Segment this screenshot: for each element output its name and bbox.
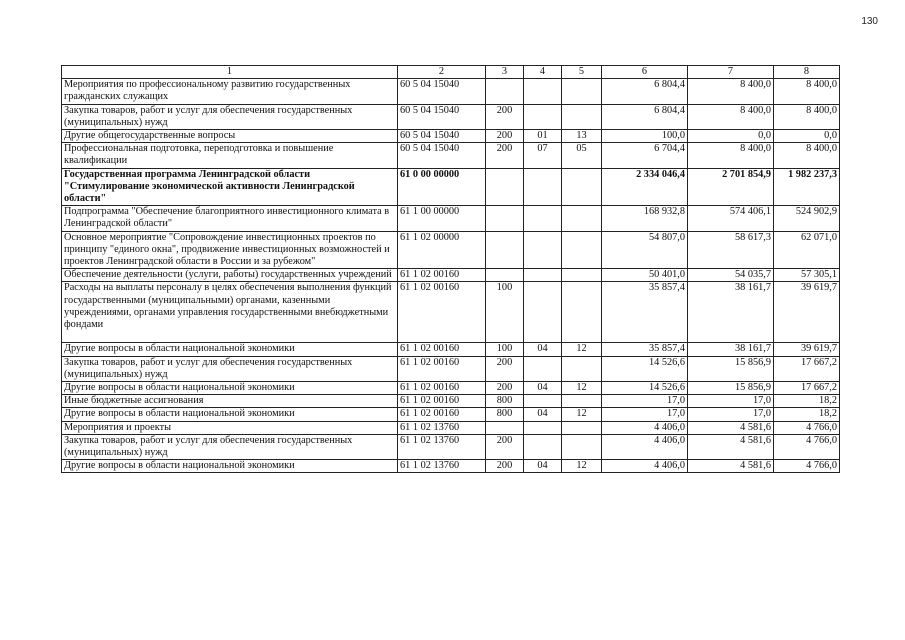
subsection-code — [562, 206, 602, 231]
row-name: Другие вопросы в области национальной экономики — [62, 460, 398, 473]
amount-year-1: 14 526,6 — [602, 382, 688, 395]
target-article-code: 61 1 02 00160 — [398, 356, 486, 381]
amount-year-1: 17,0 — [602, 395, 688, 408]
section-code — [524, 434, 562, 459]
amount-year-2: 4 581,6 — [688, 434, 774, 459]
target-article-code: 60 5 04 15040 — [398, 143, 486, 168]
subsection-code: 12 — [562, 460, 602, 473]
subsection-code: 12 — [562, 343, 602, 356]
amount-year-2: 4 581,6 — [688, 460, 774, 473]
amount-year-1: 50 401,0 — [602, 269, 688, 282]
amount-year-3: 1 982 237,3 — [774, 168, 840, 206]
table-row — [62, 206, 840, 231]
target-article-code: 61 1 02 00160 — [398, 269, 486, 282]
table-row — [62, 231, 840, 269]
row-name: Профессиональная подготовка, переподготовка и повышение квалификации — [62, 143, 398, 168]
amount-year-3: 8 400,0 — [774, 143, 840, 168]
column-number-row — [62, 66, 840, 79]
section-code — [524, 79, 562, 104]
table-row — [62, 269, 840, 282]
subsection-code: 12 — [562, 408, 602, 421]
amount-year-1: 6 704,4 — [602, 143, 688, 168]
table-row — [62, 104, 840, 129]
subsection-code — [562, 356, 602, 381]
target-article-code: 61 1 02 00160 — [398, 395, 486, 408]
row-name: Другие вопросы в области национальной экономики — [62, 382, 398, 395]
expense-type-code — [486, 269, 524, 282]
target-article-code: 61 1 02 00160 — [398, 343, 486, 356]
expense-type-code — [486, 168, 524, 206]
subsection-code — [562, 395, 602, 408]
expense-type-code: 200 — [486, 143, 524, 168]
expense-type-code: 800 — [486, 408, 524, 421]
row-name: Обеспечение деятельности (услуги, работы) государственных учреждений — [62, 269, 398, 282]
section-code — [524, 206, 562, 231]
amount-year-1: 4 406,0 — [602, 421, 688, 434]
section-code — [524, 104, 562, 129]
target-article-code: 61 1 02 00160 — [398, 382, 486, 395]
amount-year-2: 17,0 — [688, 408, 774, 421]
target-article-code: 61 1 00 00000 — [398, 206, 486, 231]
amount-year-1: 17,0 — [602, 408, 688, 421]
section-code — [524, 168, 562, 206]
amount-year-1: 54 807,0 — [602, 231, 688, 269]
table-row — [62, 168, 840, 206]
amount-year-2: 15 856,9 — [688, 356, 774, 381]
amount-year-3: 57 305,1 — [774, 269, 840, 282]
amount-year-3: 62 071,0 — [774, 231, 840, 269]
amount-year-1: 6 804,4 — [602, 79, 688, 104]
amount-year-2: 8 400,0 — [688, 104, 774, 129]
table-row — [62, 382, 840, 395]
row-name: Иные бюджетные ассигнования — [62, 395, 398, 408]
section-code: 04 — [524, 382, 562, 395]
subsection-code: 05 — [562, 143, 602, 168]
target-article-code: 61 1 02 13760 — [398, 421, 486, 434]
amount-year-1: 4 406,0 — [602, 434, 688, 459]
budget-table — [61, 65, 840, 473]
column-number: 5 — [562, 66, 602, 79]
amount-year-1: 6 804,4 — [602, 104, 688, 129]
amount-year-1: 168 932,8 — [602, 206, 688, 231]
amount-year-1: 100,0 — [602, 130, 688, 143]
row-name: Закупка товаров, работ и услуг для обеспечения государственных (муниципальных) нужд — [62, 434, 398, 459]
amount-year-3: 4 766,0 — [774, 460, 840, 473]
amount-year-3: 18,2 — [774, 408, 840, 421]
amount-year-2: 54 035,7 — [688, 269, 774, 282]
target-article-code: 61 1 02 00160 — [398, 408, 486, 421]
expense-type-code — [486, 231, 524, 269]
table-row — [62, 130, 840, 143]
amount-year-3: 17 667,2 — [774, 356, 840, 381]
expense-type-code — [486, 421, 524, 434]
row-name: Подпрограмма "Обеспечение благоприятного инвестиционного климата в Ленинградской области" — [62, 206, 398, 231]
table-row — [62, 282, 840, 343]
row-name: Мероприятия и проекты — [62, 421, 398, 434]
row-name: Другие вопросы в области национальной экономики — [62, 343, 398, 356]
amount-year-3: 18,2 — [774, 395, 840, 408]
expense-type-code: 200 — [486, 460, 524, 473]
amount-year-1: 35 857,4 — [602, 343, 688, 356]
column-number: 7 — [688, 66, 774, 79]
table-row — [62, 408, 840, 421]
expense-type-code: 200 — [486, 356, 524, 381]
section-code: 04 — [524, 408, 562, 421]
subsection-code: 13 — [562, 130, 602, 143]
row-name: Закупка товаров, работ и услуг для обеспечения государственных (муниципальных) нужд — [62, 356, 398, 381]
amount-year-2: 38 161,7 — [688, 343, 774, 356]
amount-year-3: 0,0 — [774, 130, 840, 143]
target-article-code: 61 0 00 00000 — [398, 168, 486, 206]
section-code: 07 — [524, 143, 562, 168]
table-row — [62, 143, 840, 168]
column-number: 3 — [486, 66, 524, 79]
row-name: Мероприятия по профессиональному развитию государственных гражданских служащих — [62, 79, 398, 104]
row-name: Основное мероприятие "Сопровождение инвестиционных проектов по принципу "единого окна", продвижение инвестиционных возможностей и проектов Ленинградской области в России и за рубежом" — [62, 231, 398, 269]
table-row — [62, 421, 840, 434]
amount-year-2: 0,0 — [688, 130, 774, 143]
amount-year-3: 39 619,7 — [774, 282, 840, 343]
expense-type-code: 200 — [486, 130, 524, 143]
amount-year-1: 2 334 046,4 — [602, 168, 688, 206]
row-name: Закупка товаров, работ и услуг для обеспечения государственных (муниципальных) нужд — [62, 104, 398, 129]
table-row — [62, 79, 840, 104]
target-article-code: 61 1 02 00000 — [398, 231, 486, 269]
row-name: Другие вопросы в области национальной экономики — [62, 408, 398, 421]
amount-year-2: 574 406,1 — [688, 206, 774, 231]
target-article-code: 60 5 04 15040 — [398, 104, 486, 129]
column-number: 8 — [774, 66, 840, 79]
row-name: Государственная программа Ленинградской области "Стимулирование экономической активности Ленинградской области" — [62, 168, 398, 206]
expense-type-code — [486, 79, 524, 104]
target-article-code: 60 5 04 15040 — [398, 79, 486, 104]
subsection-code — [562, 79, 602, 104]
expense-type-code: 200 — [486, 104, 524, 129]
subsection-code: 12 — [562, 382, 602, 395]
amount-year-3: 8 400,0 — [774, 104, 840, 129]
section-code — [524, 269, 562, 282]
expense-type-code: 800 — [486, 395, 524, 408]
section-code — [524, 231, 562, 269]
expense-type-code: 200 — [486, 382, 524, 395]
amount-year-2: 8 400,0 — [688, 79, 774, 104]
page-number: 130 — [861, 16, 878, 27]
target-article-code: 61 1 02 13760 — [398, 434, 486, 459]
target-article-code: 61 1 02 00160 — [398, 282, 486, 343]
table-row — [62, 356, 840, 381]
table-row — [62, 434, 840, 459]
target-article-code: 61 1 02 13760 — [398, 460, 486, 473]
expense-type-code — [486, 206, 524, 231]
table-row — [62, 395, 840, 408]
amount-year-1: 4 406,0 — [602, 460, 688, 473]
amount-year-3: 4 766,0 — [774, 434, 840, 459]
amount-year-2: 4 581,6 — [688, 421, 774, 434]
amount-year-2: 8 400,0 — [688, 143, 774, 168]
table-row — [62, 460, 840, 473]
amount-year-2: 38 161,7 — [688, 282, 774, 343]
target-article-code: 60 5 04 15040 — [398, 130, 486, 143]
amount-year-1: 35 857,4 — [602, 282, 688, 343]
expense-type-code: 200 — [486, 434, 524, 459]
amount-year-2: 58 617,3 — [688, 231, 774, 269]
amount-year-2: 2 701 854,9 — [688, 168, 774, 206]
column-number: 4 — [524, 66, 562, 79]
subsection-code — [562, 231, 602, 269]
subsection-code — [562, 269, 602, 282]
amount-year-3: 39 619,7 — [774, 343, 840, 356]
amount-year-3: 8 400,0 — [774, 79, 840, 104]
amount-year-1: 14 526,6 — [602, 356, 688, 381]
subsection-code — [562, 421, 602, 434]
section-code — [524, 282, 562, 343]
subsection-code — [562, 168, 602, 206]
row-name: Расходы на выплаты персоналу в целях обеспечения выполнения функций государственными (муниципальными) органами, казенными учреждениями, органами управления государственными внебюджетными фондами — [62, 282, 398, 343]
expense-type-code: 100 — [486, 282, 524, 343]
row-name: Другие общегосударственные вопросы — [62, 130, 398, 143]
section-code — [524, 395, 562, 408]
amount-year-3: 4 766,0 — [774, 421, 840, 434]
section-code — [524, 356, 562, 381]
section-code: 01 — [524, 130, 562, 143]
column-number: 6 — [602, 66, 688, 79]
amount-year-3: 524 902,9 — [774, 206, 840, 231]
expense-type-code: 100 — [486, 343, 524, 356]
amount-year-2: 17,0 — [688, 395, 774, 408]
table-body — [62, 66, 840, 473]
amount-year-2: 15 856,9 — [688, 382, 774, 395]
column-number: 2 — [398, 66, 486, 79]
subsection-code — [562, 434, 602, 459]
section-code — [524, 421, 562, 434]
amount-year-3: 17 667,2 — [774, 382, 840, 395]
section-code: 04 — [524, 343, 562, 356]
table-row — [62, 343, 840, 356]
subsection-code — [562, 104, 602, 129]
section-code: 04 — [524, 460, 562, 473]
subsection-code — [562, 282, 602, 343]
column-number: 1 — [62, 66, 398, 79]
